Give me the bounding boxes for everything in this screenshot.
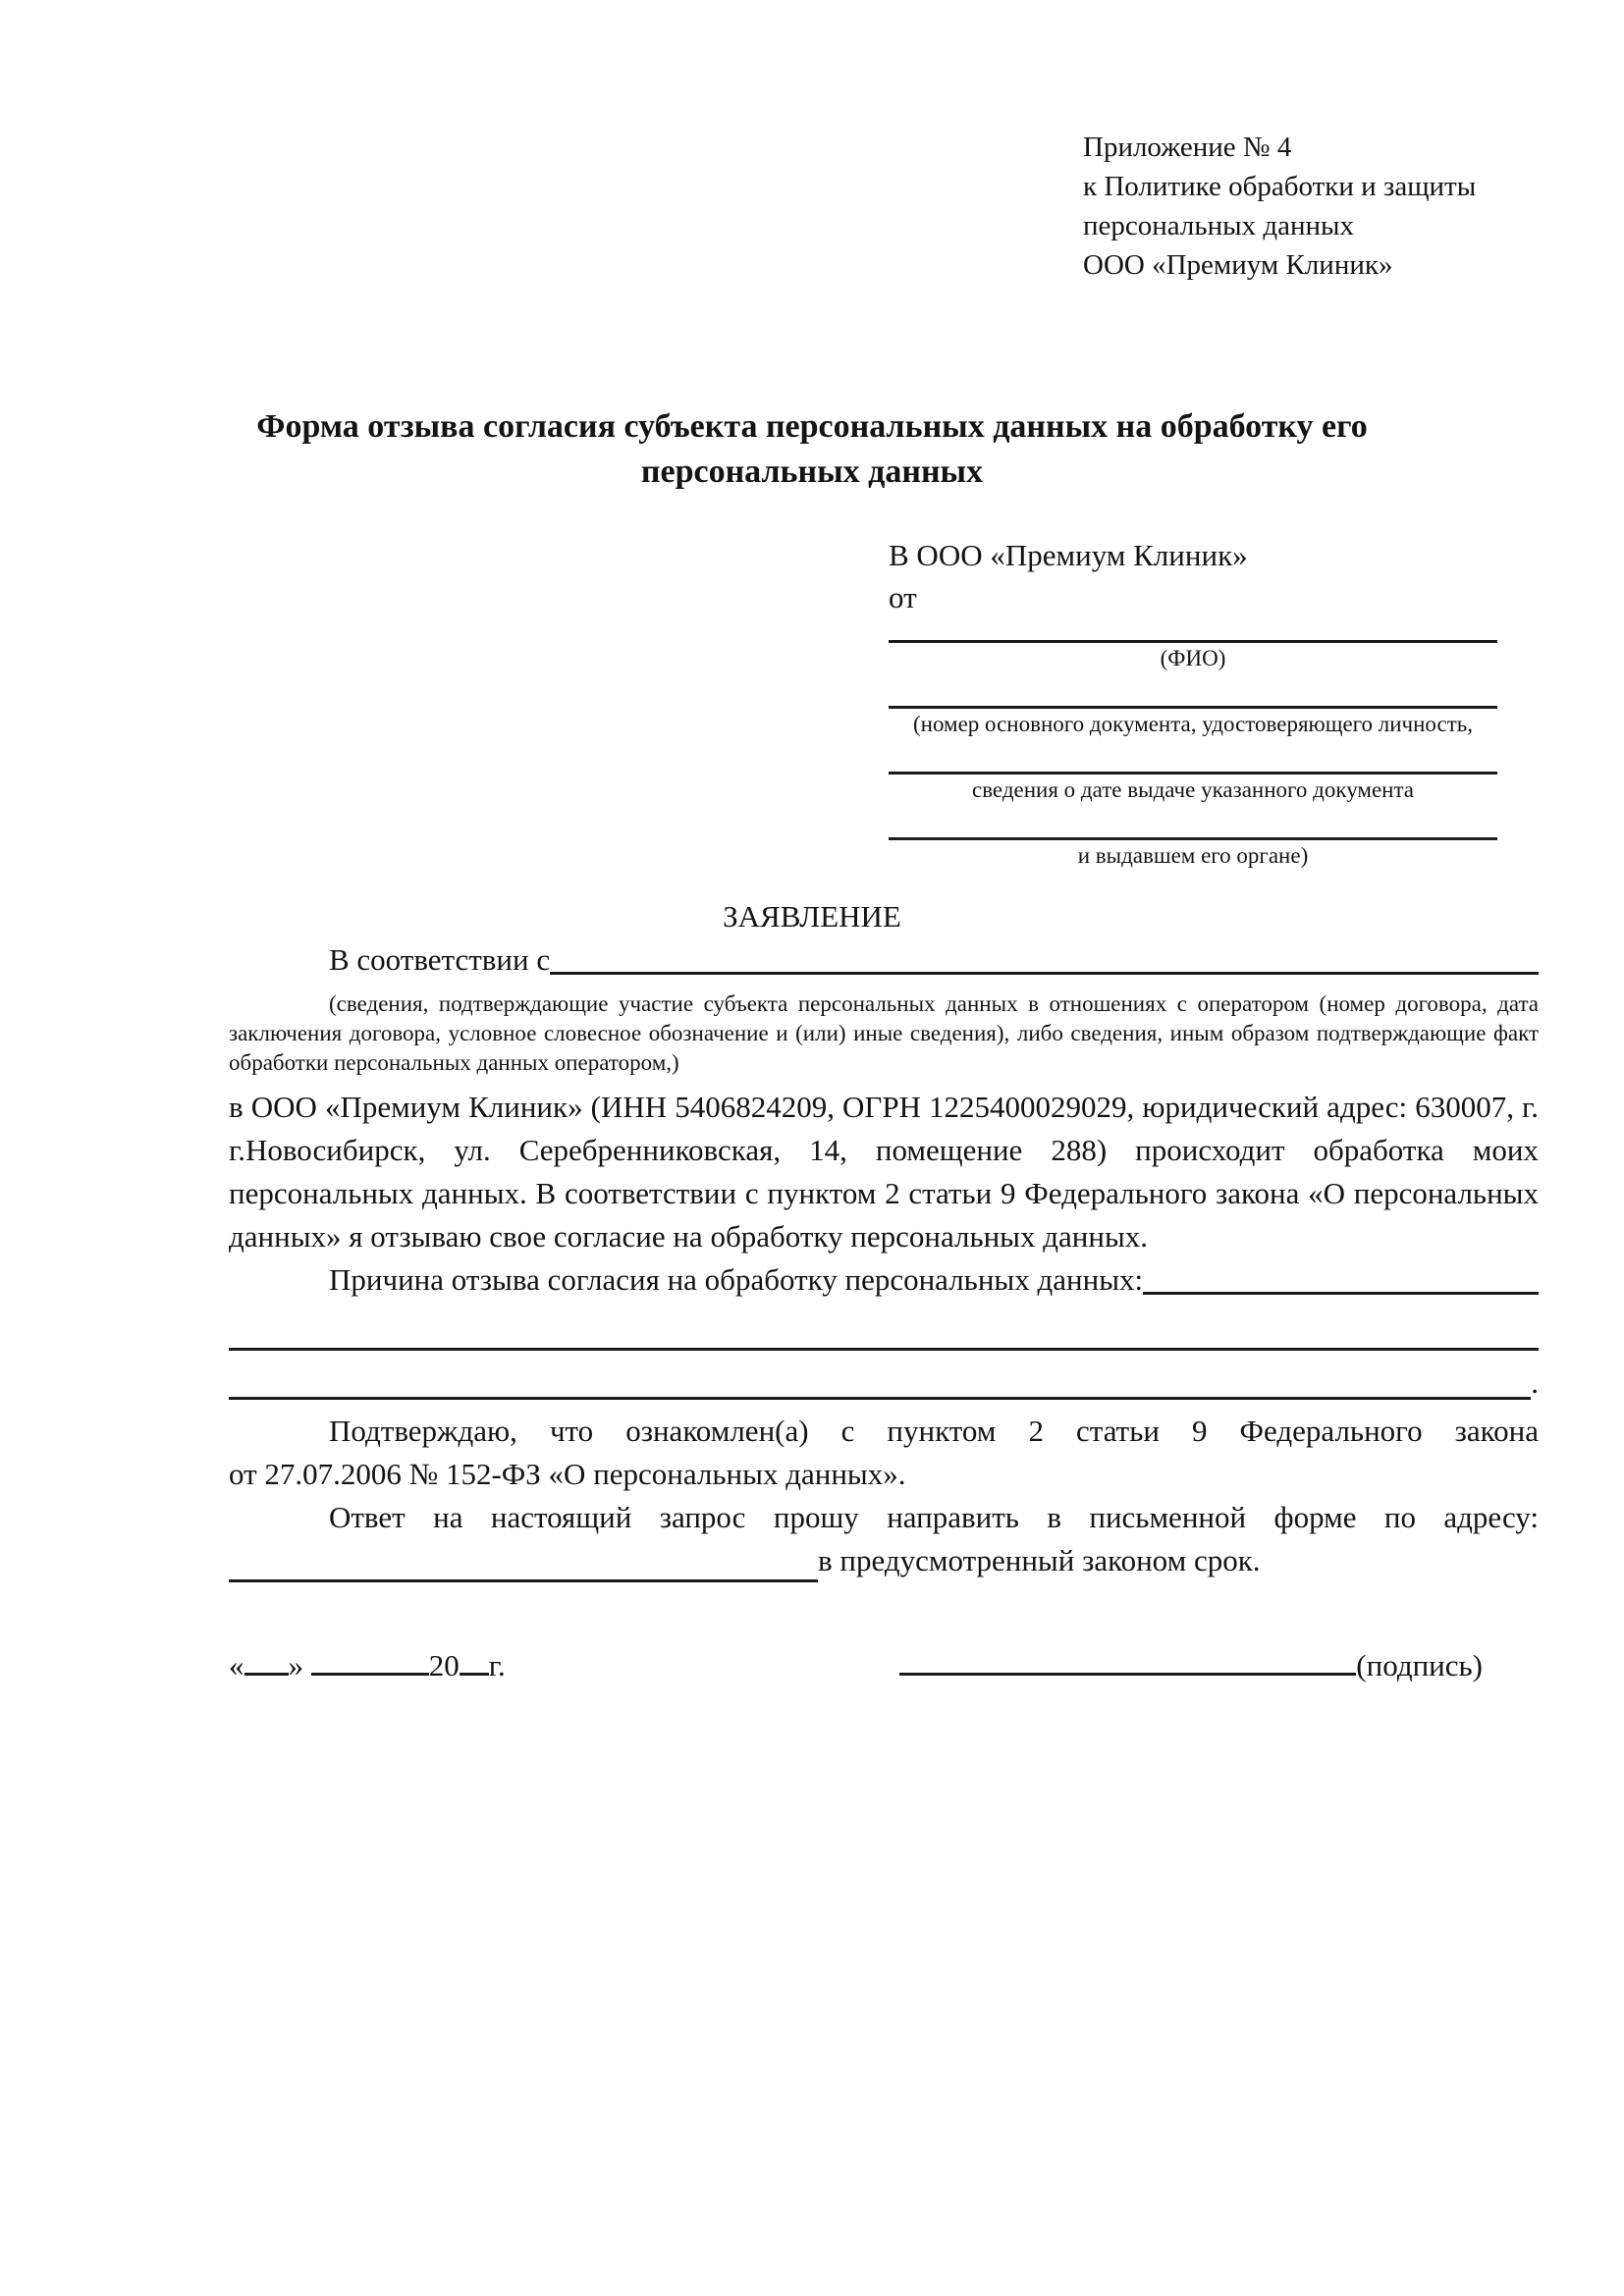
fio-blank-field (889, 618, 1497, 643)
date-line (229, 1639, 506, 1687)
intro-note: (сведения, подтверждающие участие субъекта персональных данных в отношениях с оператором (номер договора, дата заключения договора, условное словесное обозначение и (или) иные сведения), либо сведения, иным образом подтверждающие факт обработки персональных данных оператором,) (229, 991, 1539, 1075)
date-signature-row (229, 1639, 1539, 1687)
appendix-line: ООО «Премиум Клиник» (1083, 249, 1393, 281)
issuer-field (889, 816, 1497, 872)
issue-date-field (889, 750, 1497, 806)
doc-number-field (889, 684, 1497, 740)
date-open-quote: « (229, 1648, 244, 1682)
reason-blank-line-1 (229, 1302, 1539, 1351)
issuer-blank-field (889, 816, 1497, 840)
reply-line-2 (229, 1539, 1539, 1582)
signature-line (899, 1639, 1483, 1687)
confirm-paragraph (229, 1410, 1539, 1496)
form-title: Форма отзыва согласия субъекта персональных данных на обработку его персональных данных (256, 408, 1368, 490)
doc-number-blank-field (889, 684, 1497, 709)
appendix-note (1083, 128, 1539, 285)
appendix-line: персональных данных (1083, 210, 1355, 241)
date-year-suffix: г. (488, 1648, 506, 1682)
appendix-line: Приложение № 4 (1083, 132, 1292, 163)
fio-caption: (ФИО) (1160, 646, 1226, 670)
signature-caption: (подпись) (1356, 1648, 1483, 1682)
reply-line-1: Ответ на настоящий запрос прошу направить в письменной форме по адресу: (329, 1500, 1539, 1534)
intro-line (229, 938, 1539, 982)
reason-blank-field-line (229, 1352, 1531, 1400)
doc-number-caption: (номер основного документа, удостоверяющего личность, (912, 712, 1473, 736)
blank-line-terminator: . (1531, 1365, 1539, 1400)
statement-body: в ООО «Премиум Клиник» (ИНН 5406824209, ОГРН 1225400029029, юридический адрес: 630007, г. г.Новосибирск, ул. Серебренниковская, 14, помещение 288) происходит обработка моих персональных данных. В соответствии с пунктом 2 статьи 9 Федерального закона «О персональных данных» я отзываю свое согласие на обработку персональных данных. (229, 1090, 1539, 1254)
issue-date-blank-field (889, 750, 1497, 774)
appendix-line: к Политике обработки и защиты (1083, 171, 1477, 202)
fio-field (889, 618, 1497, 674)
reason-blank-line-2 (229, 1351, 1539, 1400)
date-close-quote: » (288, 1648, 303, 1682)
date-day-blank (244, 1639, 289, 1676)
addressee-block (889, 534, 1497, 872)
reason-label: Причина отзыва согласия на обработку персональных данных: (329, 1262, 1144, 1297)
reason-blank-field (1143, 1292, 1539, 1295)
reason-blank-field-line (229, 1303, 1539, 1351)
reply-tail: в предусмотренный законом срок. (818, 1543, 1261, 1577)
intro-blank-field (550, 972, 1539, 975)
addressee-from-label: от (889, 580, 917, 614)
reply-address-blank-field (229, 1546, 818, 1582)
reply-paragraph (229, 1496, 1539, 1582)
intro-prefix: В соответствии с (329, 942, 551, 977)
issuer-caption: и выдавшем его органе) (1077, 843, 1309, 868)
confirm-line-1: Подтверждаю, что ознакомлен(а) с пунктом 2 статьи 9 Федерального закона (329, 1414, 1539, 1448)
statement-heading: ЗАЯВЛЕНИЕ (723, 899, 901, 934)
issue-date-caption: сведения о дате выдаче указанного документа (971, 777, 1415, 802)
date-year-blank (460, 1639, 489, 1676)
signature-blank-field (899, 1639, 1356, 1676)
date-month-blank (311, 1639, 429, 1676)
addressee-to: В ООО «Премиум Клиник» (889, 538, 1248, 572)
confirm-line-2: от 27.07.2006 № 152-ФЗ «О персональных данных». (229, 1457, 906, 1491)
reason-line (229, 1258, 1539, 1302)
date-year-prefix: 20 (428, 1648, 460, 1682)
